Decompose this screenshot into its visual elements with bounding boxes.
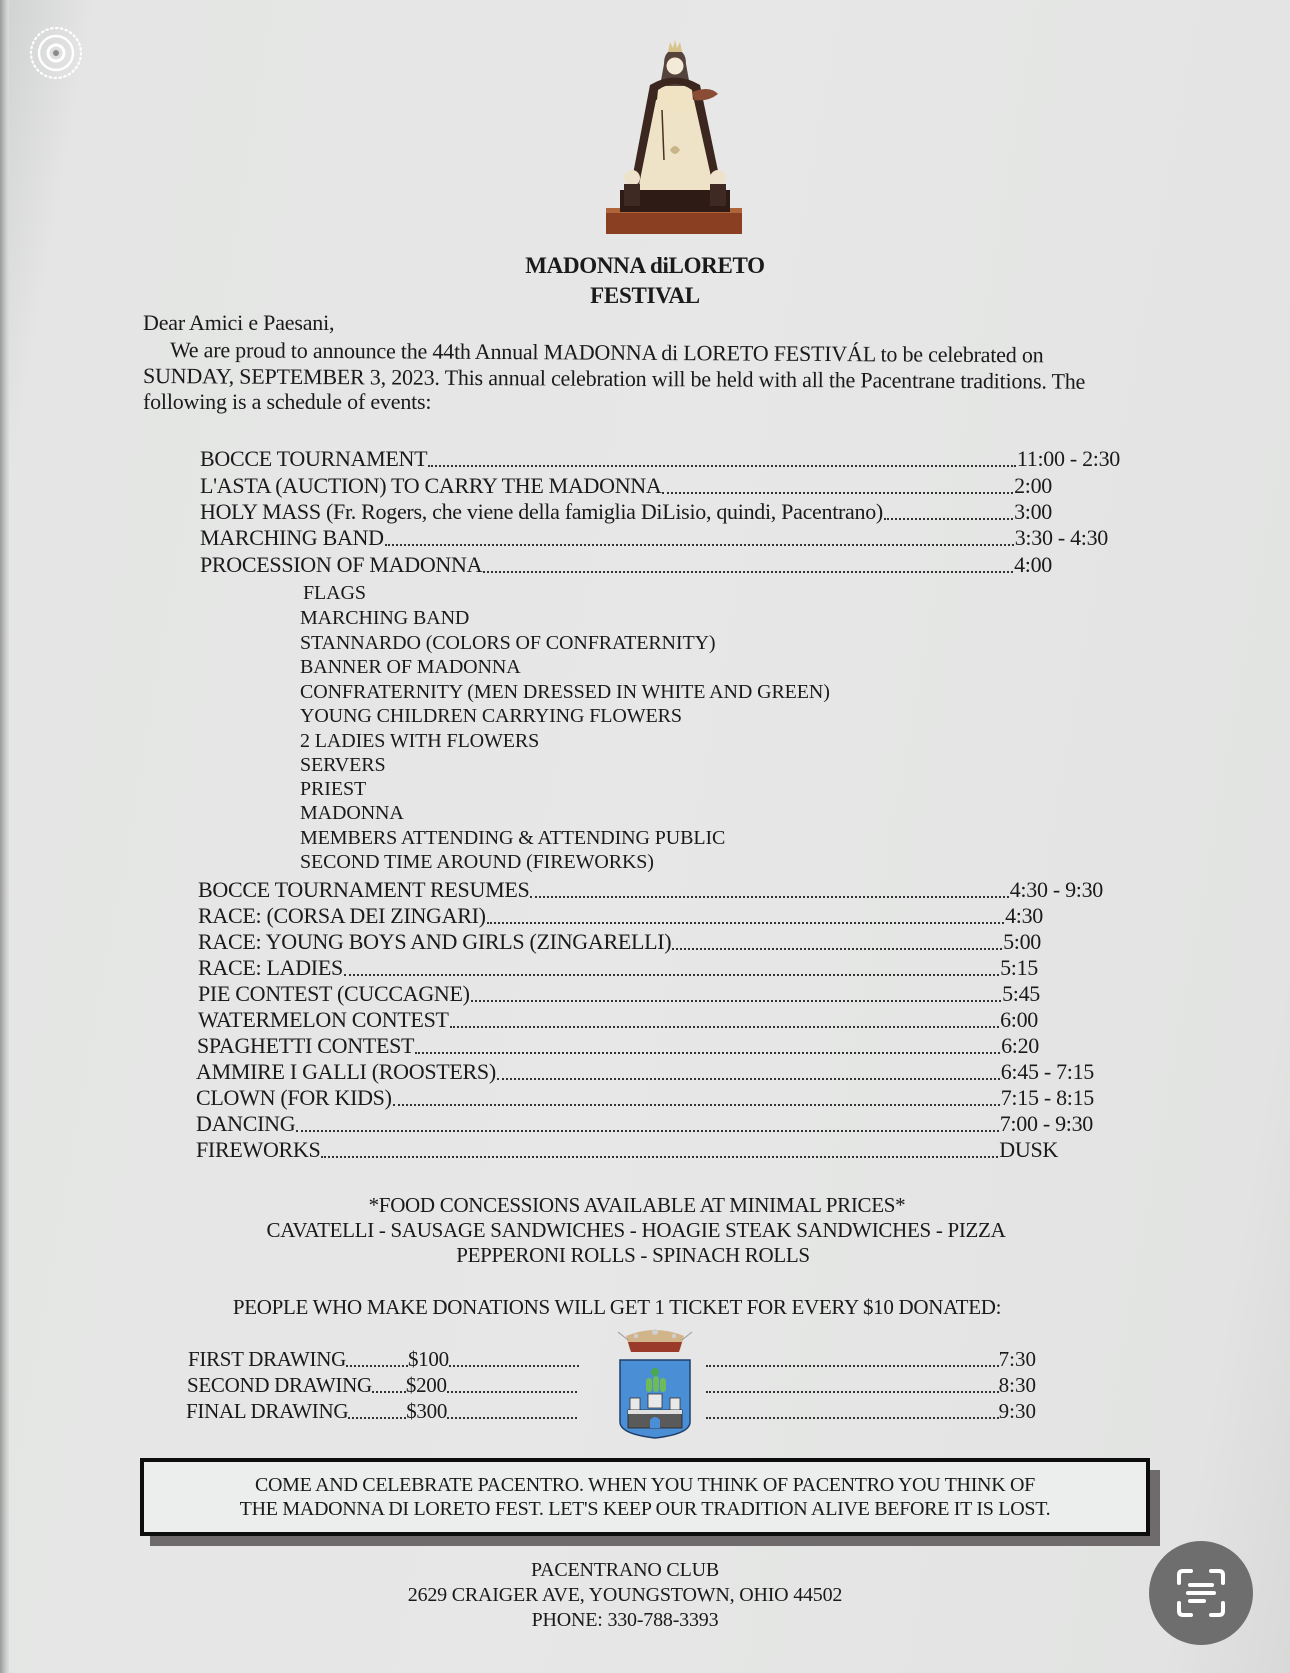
event-name: WATERMELON CONTEST (198, 1007, 449, 1032)
event-time: 6:45 - 7:15 (1000, 1059, 1094, 1084)
notice-line-2: THE MADONNA DI LORETO FEST. LET'S KEEP OUR TRADITION ALIVE BEFORE IT IS LOST. (239, 1498, 1051, 1520)
event-time: 6:20 (1001, 1033, 1039, 1058)
event-name: RACE: LADIES (198, 955, 343, 980)
pacentro-coat-of-arms-image (616, 1326, 694, 1440)
text-scan-icon (1173, 1565, 1229, 1621)
food-line-1: CAVATELLI - SAUSAGE SANDWICHES - HOAGIE STEAK SANDWICHES - PIZZA (266, 1218, 1006, 1242)
list-item: CONFRATERNITY (MEN DRESSED IN WHITE AND GREEN) (300, 681, 830, 703)
event-name: FIREWORKS (196, 1137, 321, 1162)
drawing-prize: $200 (405, 1373, 447, 1397)
food-line-2: PEPPERONI ROLLS - SPINACH ROLLS (456, 1243, 810, 1267)
event-name: PIE CONTEST (CUCCAGNE) (198, 981, 470, 1006)
list-item: FLAGS (303, 582, 366, 604)
list-item: MARCHING BAND (300, 607, 470, 629)
drawing-name: SECOND DRAWING (187, 1373, 372, 1397)
notice-line-1: COME AND CELEBRATE PACENTRO. WHEN YOU THINK OF PACENTRO YOU THINK OF (254, 1474, 1036, 1496)
schedule-row (198, 981, 1040, 1007)
drawing-time: 8:30 (998, 1373, 1036, 1397)
schedule-row (200, 473, 1052, 499)
list-item: SERVERS (300, 754, 386, 776)
drawing-time-row (706, 1347, 1036, 1372)
schedule-row (198, 903, 1043, 929)
food-heading: *FOOD CONCESSIONS AVAILABLE AT MINIMAL PRICES* (368, 1193, 906, 1217)
drawing-row (186, 1399, 577, 1424)
scan-text-button[interactable] (1149, 1541, 1253, 1645)
event-time: 3:30 - 4:30 (1014, 525, 1108, 550)
event-time: 4:00 (1014, 552, 1052, 577)
drawing-time-row (706, 1399, 1036, 1424)
club-address: 2629 CRAIGER AVE, YOUNGSTOWN, OHIO 44502 (407, 1584, 843, 1606)
event-time: 5:00 (1003, 929, 1041, 954)
drawing-name: FIRST DRAWING (188, 1347, 346, 1371)
live-photo-icon[interactable] (28, 25, 84, 81)
event-name: BOCCE TOURNAMENT (200, 446, 428, 471)
drawing-time-row (706, 1373, 1036, 1398)
drawing-row (187, 1373, 577, 1398)
schedule-row (200, 525, 1108, 551)
event-time: 7:00 - 9:30 (999, 1111, 1093, 1136)
schedule-row (196, 1137, 1058, 1163)
schedule-row (196, 1111, 1093, 1137)
schedule-row (198, 955, 1038, 981)
madonna-statue-image (600, 30, 750, 240)
event-name: PROCESSION OF MADONNA (200, 552, 483, 577)
drawing-name: FINAL DRAWING (186, 1399, 349, 1423)
list-item: 2 LADIES WITH FLOWERS (300, 730, 540, 752)
list-item: PRIEST (300, 778, 367, 800)
drawing-time: 9:30 (998, 1399, 1036, 1423)
event-name: MARCHING BAND (200, 525, 384, 550)
list-item: BANNER OF MADONNA (300, 656, 521, 678)
club-phone: PHONE: 330-788-3393 (531, 1609, 719, 1631)
drawing-row (188, 1347, 579, 1372)
event-name: L'ASTA (AUCTION) TO CARRY THE MADONNA (200, 473, 662, 498)
event-time: 11:00 - 2:30 (1016, 446, 1120, 471)
drawing-prize: $300 (406, 1399, 448, 1423)
page-title: MADONNA diLORETO (525, 253, 765, 278)
event-name: SPAGHETTI CONTEST (197, 1033, 415, 1058)
schedule-row (198, 929, 1041, 955)
event-name: BOCCE TOURNAMENT RESUMES (198, 877, 530, 902)
schedule-row (198, 877, 1103, 903)
drawing-prize: $100 (407, 1347, 449, 1371)
event-name: HOLY MASS (Fr. Rogers, che viene della famiglia DiLisio, quindi, Pacentrano) (200, 499, 883, 524)
paper-edge (0, 0, 9, 1673)
schedule-row (200, 552, 1052, 578)
list-item: SECOND TIME AROUND (FIREWORKS) (300, 851, 654, 873)
schedule-row (196, 1059, 1094, 1085)
event-name: DANCING (196, 1111, 296, 1136)
schedule-row (200, 446, 1120, 472)
event-name: CLOWN (FOR KIDS) (196, 1085, 392, 1110)
event-time: 4:30 (1005, 903, 1043, 928)
list-item: YOUNG CHILDREN CARRYING FLOWERS (300, 705, 682, 727)
schedule-row (196, 1085, 1094, 1111)
list-item: MADONNA (300, 802, 404, 824)
list-item: MEMBERS ATTENDING & ATTENDING PUBLIC (300, 827, 726, 849)
club-name: PACENTRANO CLUB (531, 1559, 719, 1581)
event-name: RACE: (CORSA DEI ZINGARI) (198, 903, 486, 928)
event-time: 5:45 (1002, 981, 1040, 1006)
event-name: RACE: YOUNG BOYS AND GIRLS (ZINGARELLI) (198, 929, 672, 954)
salutation: Dear Amici e Paesani, (143, 310, 335, 335)
intro-line-3: following is a schedule of events: (143, 389, 432, 414)
drawing-time: 7:30 (998, 1347, 1036, 1371)
donations-heading: PEOPLE WHO MAKE DONATIONS WILL GET 1 TICKET FOR EVERY $10 DONATED: (232, 1295, 1002, 1319)
schedule-row (198, 1007, 1038, 1033)
intro-line-1: We are proud to announce the 44th Annual MADONNA di LORETO FESTIVÁL to be celebrated on (169, 337, 1044, 368)
list-item: STANNARDO (COLORS OF CONFRATERNITY) (300, 632, 716, 654)
intro-line-2: SUNDAY, SEPTEMBER 3, 2023. This annual celebration will be held with all the Pacentrane traditions. The (142, 363, 1086, 394)
event-time: 7:15 - 8:15 (1000, 1085, 1094, 1110)
event-time: 2:00 (1014, 473, 1052, 498)
event-time: 5:15 (1000, 955, 1038, 980)
schedule-row (197, 1033, 1039, 1059)
event-name: AMMIRE I GALLI (ROOSTERS) (196, 1059, 496, 1084)
event-time: 6:00 (1000, 1007, 1038, 1032)
event-time: 3:00 (1014, 499, 1052, 524)
notice-box (140, 1458, 1150, 1536)
event-time: 4:30 - 9:30 (1009, 877, 1103, 902)
event-time: DUSK (999, 1137, 1058, 1162)
schedule-row (200, 499, 1052, 525)
page-subtitle: FESTIVAL (590, 283, 700, 308)
